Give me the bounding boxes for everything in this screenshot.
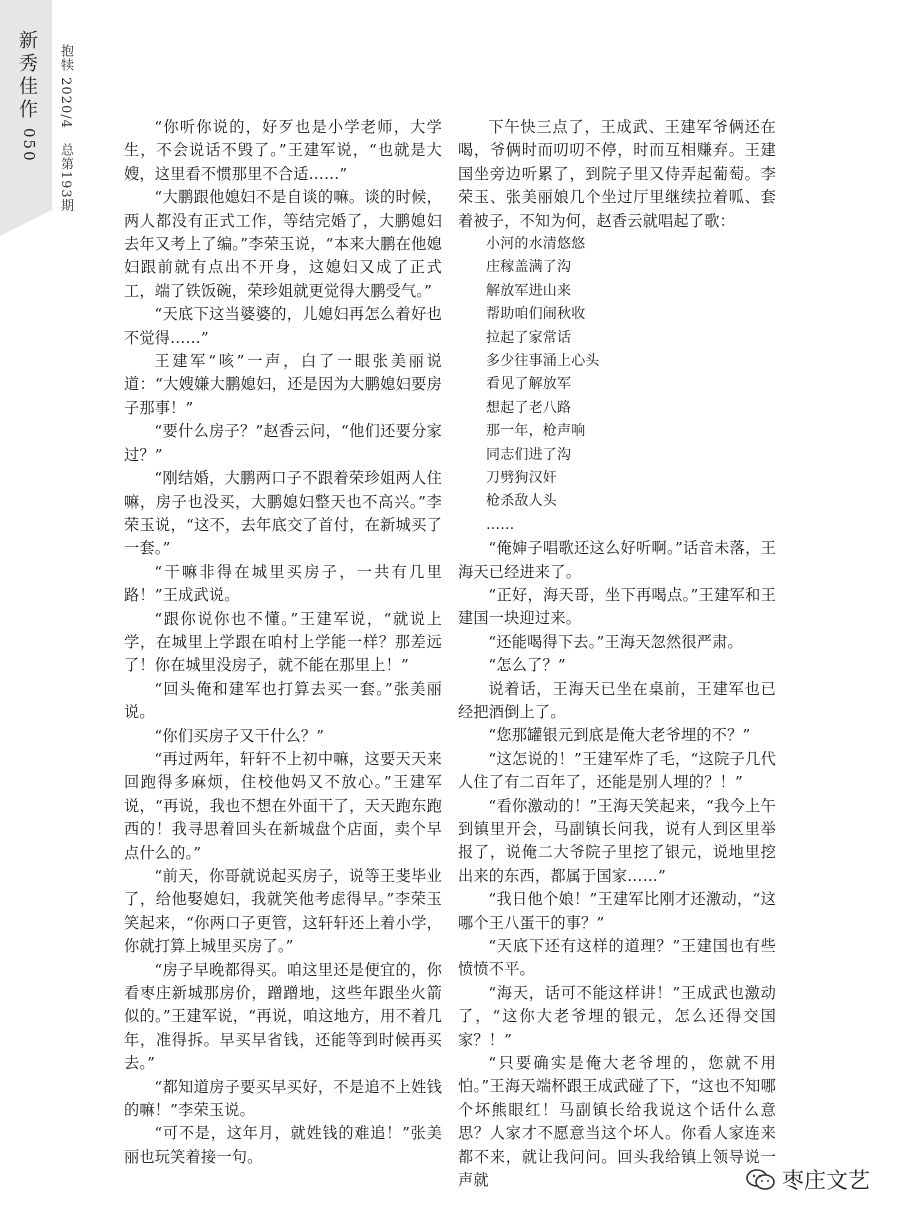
paragraph: “回头俺和建军也打算去买一套。”张美丽说。 (124, 679, 442, 722)
paragraph: 王建军“咳”一声，白了一眼张美丽说道：“大嫂嫌大鹏媳妇，还是因为大鹏媳妇要房子那事！” (124, 352, 442, 417)
song-line: 庄稼盖满了沟 (486, 259, 572, 276)
paragraph: “你听你说的，好歹也是小学老师，大学生，不会说话不毁了。”王建军说，“也就是大嫂，这里看不惯那里不合适……” (124, 118, 442, 183)
song-line: …… (486, 516, 515, 533)
paragraph: “看你激动的！”王海天笑起来，“我今上午到镇里开会，马副镇长问我，说有人到区里举报了，说俺二大爷院子里挖了银元，说地里挖出来的东西，都属于国家……” (458, 796, 776, 885)
paragraph: “要什么房子？”赵香云问，“他们还要分家过？” (124, 422, 442, 464)
paragraph: “您那罐银元到底是俺大老爷埋的不？” (488, 726, 751, 745)
paragraph: 说着话，王海天已坐在桌前，王建军也已经把酒倒上了。 (458, 679, 776, 721)
paragraph: “海天，话可不能这样讲！”王成武也激动了，“这你大老爷埋的银元，怎么还得交国家？！” (458, 983, 776, 1049)
song-line: 解放军进山来 (486, 282, 572, 299)
song-line: 帮助咱们闹秋收 (486, 306, 586, 323)
watermark-text: 枣庄文艺 (781, 1169, 870, 1194)
paragraph: “再过两年，轩轩不上初中嘛，这要天天来回跑得多麻烦，住校他妈又不放心。”王建军说，“再说，我也不想在外面干了，天天跑东跑西的！我寻思着回头在新城盘个店面，卖个早点什么的。” (124, 749, 442, 862)
left-column (124, 116, 442, 1169)
paragraph: “大鹏跟他媳妇不是自谈的嘛。谈的时候，两人都没有正式工作，等结完婚了，大鹏媳妇去年又考上了编。”李荣玉说，“本来大鹏在他媳妇跟前就有点出不开身，这媳妇又成了正式工，端了铁饭碗，荣珍姐就更觉得大鹏受气。” (124, 188, 442, 300)
watermark (746, 1164, 870, 1195)
paragraph: “我日他个娘！”王建军比刚才还激动，“这哪个王八蛋干的事？” (458, 890, 776, 932)
right-column (458, 116, 776, 1192)
paragraph: “俺婶子唱歌还这么好听啊。”话音未落，王海天已经进来了。 (458, 539, 776, 581)
paragraph: “干嘛非得在城里买房子，一共有几里路！”王成武说。 (124, 562, 442, 605)
paragraph: “前天，你哥就说起买房子，说等王斐毕业了，给他娶媳妇，我就笑他考虑得早。”李荣玉笑起来，“你两口子更管，这轩轩还上着小学，你就打算上城里买房了。” (124, 867, 442, 956)
paragraph: “只要确实是俺大老爷埋的，您就不用怕。”王海天端杯跟王成武碰了下，“这也不知哪个坏熊眼红！马副镇长给我说这个话什么意思？人家才不愿意当这个坏人。你看人家连来都不来，就让我问问。回头我给镇上领导说一声就 (458, 1054, 776, 1190)
issue-info: 抱犊 2020/4 总第193期 (58, 44, 73, 213)
song-line: 同志们进了沟 (486, 446, 572, 463)
song-line: 多少往事涌上心头 (486, 352, 600, 369)
paragraph: “跟你说你也不懂。”王建军说，“就说上学，在城里上学跟在咱村上学能一样？那差远了！你在城里没房子，就不能在那里上！” (124, 609, 442, 675)
paragraph: “还能喝得下去。”王海天忽然很严肃。 (488, 632, 743, 651)
song-line: 看见了解放军 (486, 376, 572, 393)
paragraph: “你们买房子又干什么？” (154, 726, 325, 745)
paragraph: “都知道房子要买早买好，不是追不上姓钱的嘛！”李荣玉说。 (124, 1077, 442, 1120)
song-lyrics (458, 233, 776, 537)
song-line: 拉起了家常话 (486, 329, 572, 346)
paragraph: “天底下这当婆婆的，儿媳妇再怎么着好也不觉得……” (124, 305, 442, 347)
wechat-icon (746, 1168, 776, 1192)
song-line: 想起了老八路 (486, 399, 572, 416)
page-number: 050 (20, 128, 38, 163)
paragraph: “刚结婚，大鹏两口子不跟着荣珍姐两人住嘛，房子也没买，大鹏媳妇整天也不高兴。”李荣玉说，“这不，去年底交了首付，在新城买了一套。” (124, 469, 442, 558)
paragraph: “怎么了？” (488, 656, 566, 675)
song-line: 刀劈狗汉奸 (486, 469, 557, 486)
song-line: 枪杀敌人头 (486, 493, 557, 510)
paragraph: 下午快三点了，王成武、王建军爷俩还在喝，爷俩时而叨叨不停，时而互相赚弃。王建国坐旁边听累了，到院子里又侍弄起葡萄。李荣玉、张美丽娘几个坐过厅里继续拉着呱、套着被子，不知为何，赵香云就唱起了歌： (458, 118, 776, 230)
paragraph: “正好，海天哥，坐下再喝点。”王建军和王建国一块迎过来。 (458, 585, 776, 628)
paragraph: “天底下还有这样的道理？”王建国也有些愤愤不平。 (458, 937, 776, 979)
section-name: 新秀佳作 (16, 30, 38, 122)
paragraph: “这怎说的！”王建军炸了毛，“这院子几代人住了有二百年了，还能是别人埋的？！” (458, 749, 776, 792)
paragraph: “可不是，这年月，就姓钱的难追！”张美丽也玩笑着接一句。 (124, 1124, 442, 1166)
paragraph: “房子早晚都得买。咱这里还是便宜的，你看枣庄新城那房价，蹭蹭地，这些年跟坐火箭似的。”王建军说，“再说，咱这地方，用不着几年，准得拆。早买早省钱，还能等到时候再买去。” (124, 960, 442, 1073)
song-line: 小河的水清悠悠 (486, 236, 586, 253)
song-line: 那一年，枪声响 (486, 423, 586, 440)
